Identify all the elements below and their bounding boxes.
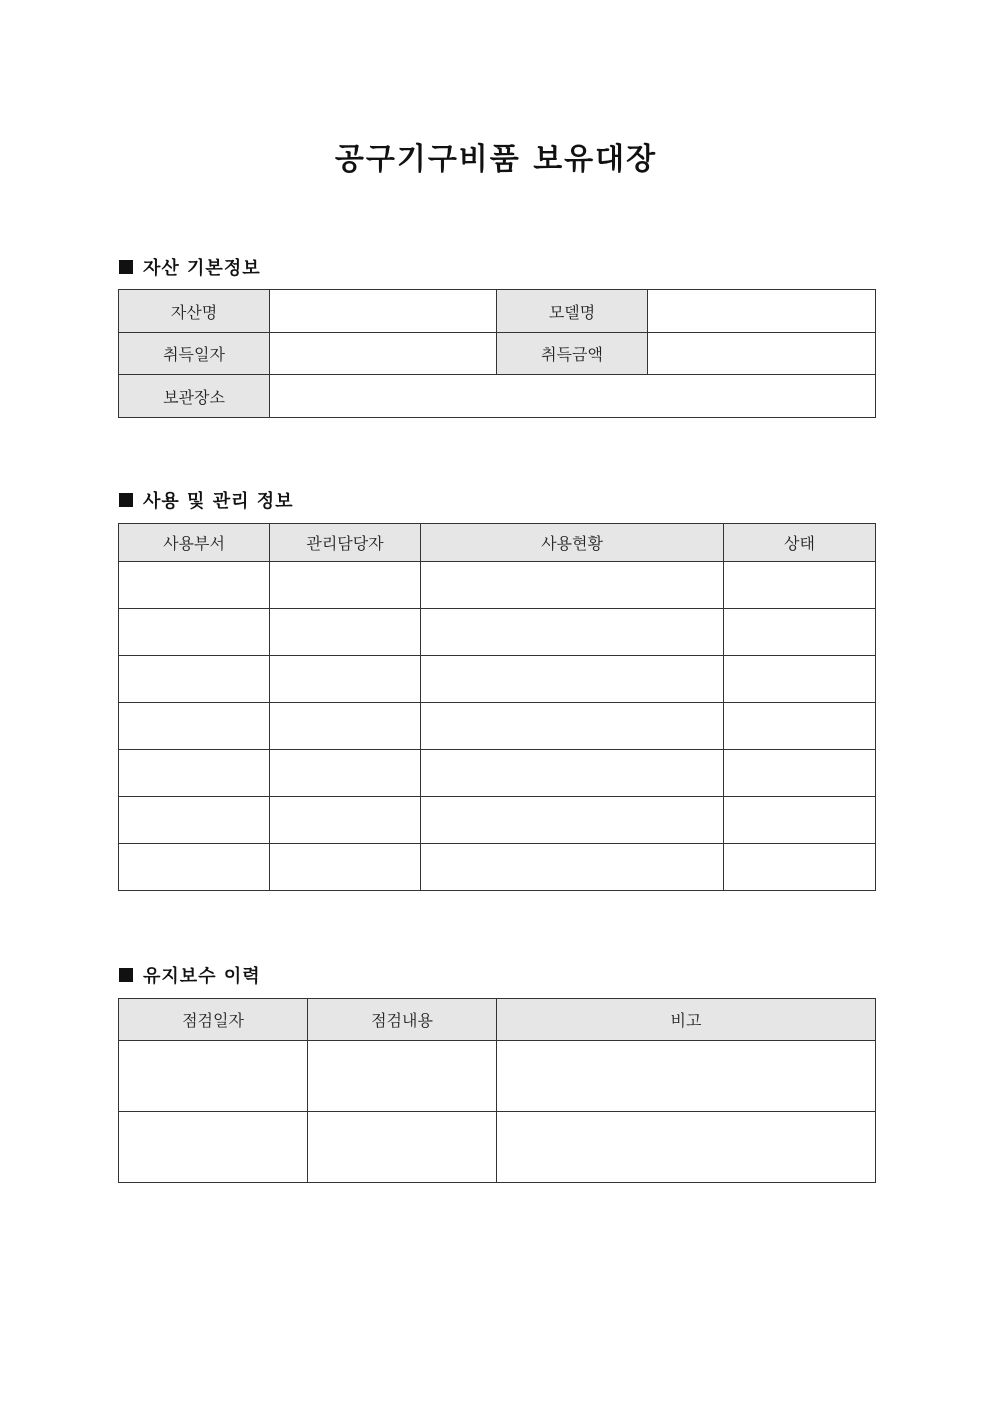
usage-table [118, 523, 876, 891]
acq-amount-field[interactable] [648, 333, 876, 375]
section-heading-basic-label: 자산 기본정보 [143, 258, 261, 279]
column-header-inspect-content: 점검내용 [308, 999, 497, 1041]
table-cell[interactable] [270, 562, 421, 609]
table-cell[interactable] [421, 797, 724, 844]
section-heading-basic [119, 254, 261, 280]
table-cell[interactable] [270, 609, 421, 656]
column-header-remarks: 비고 [497, 999, 876, 1041]
table-row [119, 1041, 876, 1112]
acq-date-field[interactable] [270, 333, 497, 375]
table-cell[interactable] [421, 703, 724, 750]
label-acq-date: 취득일자 [119, 333, 270, 375]
table-cell[interactable] [270, 797, 421, 844]
table-cell[interactable] [119, 750, 270, 797]
label-model-name: 모델명 [497, 290, 648, 333]
section-heading-usage-label: 사용 및 관리 정보 [143, 491, 294, 512]
table-cell[interactable] [119, 797, 270, 844]
table-cell[interactable] [119, 562, 270, 609]
table-cell[interactable] [497, 1112, 876, 1183]
label-asset-name: 자산명 [119, 290, 270, 333]
table-row [119, 609, 876, 656]
model-name-field[interactable] [648, 290, 876, 333]
table-cell[interactable] [119, 1112, 308, 1183]
asset-name-field[interactable] [270, 290, 497, 333]
table-cell[interactable] [270, 656, 421, 703]
basic-info-table [118, 289, 876, 418]
label-acq-amount: 취득금액 [497, 333, 648, 375]
column-header-manager: 관리담당자 [270, 524, 421, 562]
table-row [119, 562, 876, 609]
square-bullet-icon [119, 968, 133, 982]
square-bullet-icon [119, 493, 133, 507]
table-cell[interactable] [119, 656, 270, 703]
table-cell[interactable] [119, 609, 270, 656]
table-cell[interactable] [270, 750, 421, 797]
table-row [119, 1112, 876, 1183]
location-field[interactable] [270, 375, 876, 418]
section-heading-maintenance-label: 유지보수 이력 [143, 966, 261, 987]
table-cell[interactable] [270, 844, 421, 891]
table-cell[interactable] [421, 609, 724, 656]
table-cell[interactable] [724, 609, 876, 656]
label-location: 보관장소 [119, 375, 270, 418]
column-header-inspect-date: 점검일자 [119, 999, 308, 1041]
table-cell[interactable] [497, 1041, 876, 1112]
table-cell[interactable] [724, 750, 876, 797]
table-cell[interactable] [724, 562, 876, 609]
table-cell[interactable] [421, 656, 724, 703]
table-row [119, 703, 876, 750]
table-cell[interactable] [308, 1041, 497, 1112]
table-row [119, 750, 876, 797]
table-cell[interactable] [421, 844, 724, 891]
table-cell[interactable] [119, 703, 270, 750]
table-cell[interactable] [119, 1041, 308, 1112]
table-cell[interactable] [724, 797, 876, 844]
column-header-dept: 사용부서 [119, 524, 270, 562]
column-header-condition: 상태 [724, 524, 876, 562]
table-cell[interactable] [119, 844, 270, 891]
table-cell[interactable] [308, 1112, 497, 1183]
table-cell[interactable] [724, 844, 876, 891]
table-cell[interactable] [421, 562, 724, 609]
section-heading-usage [119, 487, 294, 513]
table-cell[interactable] [421, 750, 724, 797]
table-cell[interactable] [724, 656, 876, 703]
section-heading-maintenance [119, 962, 261, 988]
square-bullet-icon [119, 260, 133, 274]
table-cell[interactable] [724, 703, 876, 750]
maintenance-table [118, 998, 876, 1183]
column-header-usage-status: 사용현황 [421, 524, 724, 562]
table-row [119, 844, 876, 891]
table-row [119, 797, 876, 844]
table-row [119, 656, 876, 703]
document-title: 공구기구비품 보유대장 [334, 142, 658, 177]
table-cell[interactable] [270, 703, 421, 750]
